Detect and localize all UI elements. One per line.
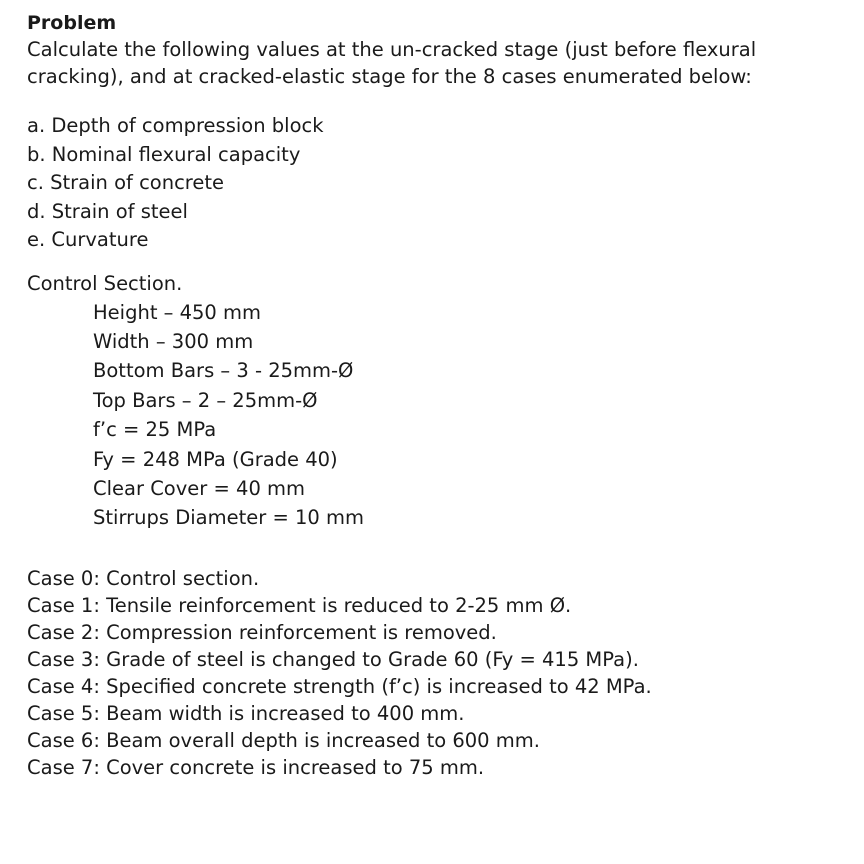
control-steel-yield: Fy = 248 MPa (Grade 40) (93, 447, 338, 471)
case-5: Case 5: Beam width is increased to 400 mm. (27, 701, 465, 725)
control-section-title: Control Section. (27, 271, 183, 295)
value-item-a: a. Depth of compression block (27, 114, 324, 137)
value-item-d: d. Strain of steel (27, 199, 188, 223)
control-clear-cover: Clear Cover = 40 mm (93, 476, 306, 500)
case-list (27, 565, 847, 781)
problem-document (27, 10, 847, 781)
case-7: Case 7: Cover concrete is increased to 75 mm. (27, 755, 485, 779)
value-item-e: e. Curvature (27, 228, 149, 251)
case-6: Case 6: Beam overall depth is increased to 600 mm. (27, 728, 540, 752)
control-stirrups-diameter: Stirrups Diameter = 10 mm (93, 506, 365, 530)
value-item-c: c. Strain of concrete (27, 171, 225, 194)
value-list (27, 112, 847, 255)
control-concrete-strength: f’c = 25 MPa (93, 418, 217, 442)
control-top-bars: Top Bars – 2 – 25mm-Ø (93, 388, 318, 412)
control-bottom-bars: Bottom Bars – 3 - 25mm-Ø (93, 359, 354, 383)
control-height: Height – 450 mm (93, 300, 262, 324)
problem-intro-line-2: cracking), and at cracked-elastic stage for the 8 cases enumerated below: (27, 65, 752, 88)
case-2: Case 2: Compression reinforcement is removed. (27, 620, 497, 644)
control-section-list (27, 298, 847, 533)
value-item-b: b. Nominal flexural capacity (27, 142, 301, 166)
control-width: Width – 300 mm (93, 329, 254, 353)
case-0: Case 0: Control section. (27, 566, 260, 590)
problem-intro-line-1: Calculate the following values at the un-cracked stage (just before flexural (27, 38, 757, 61)
case-3: Case 3: Grade of steel is changed to Grade 60 (Fy = 415 MPa). (27, 647, 639, 671)
case-4: Case 4: Specified concrete strength (f’c) is increased to 42 MPa. (27, 674, 652, 698)
problem-heading: Problem (27, 12, 117, 34)
case-1: Case 1: Tensile reinforcement is reduced to 2-25 mm Ø. (27, 593, 572, 617)
